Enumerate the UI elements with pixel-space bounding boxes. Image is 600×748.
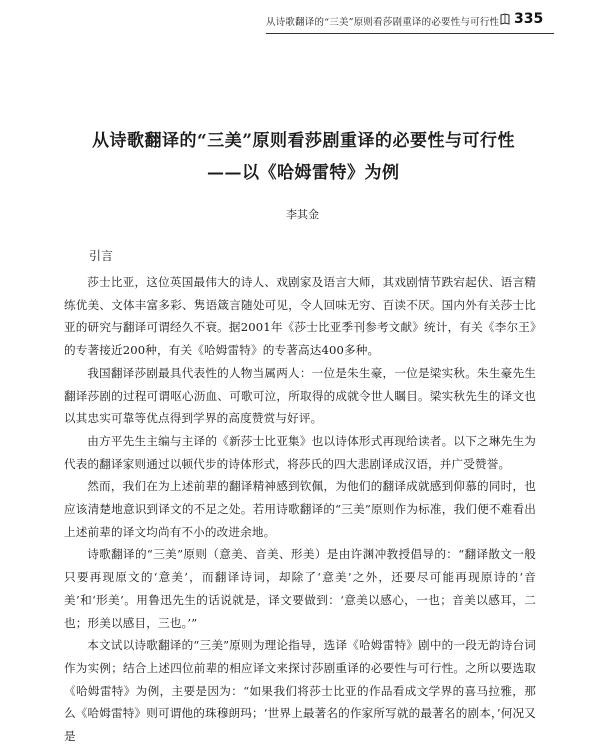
running-title: 从诗歌翻译的“三美”原则看莎剧重译的必要性与可行性 bbox=[266, 17, 500, 28]
paragraph: 然而，我们在为上述前辈的翻译精神感到钦佩，为他们的翻译成就感到仰慕的同时，也应该清楚地意识到译文的不足之处。若用诗歌翻译的“三美”原则作为标准，我们便不难看出上述前辈的译文均尚有不小的改进余地。 bbox=[64, 479, 536, 539]
title-subtitle: ——以《哈姆雷特》为例 bbox=[207, 163, 400, 183]
section-heading-introduction: 引言 bbox=[89, 249, 114, 263]
page-number: 335 bbox=[514, 11, 544, 27]
paragraph: 我国翻译莎剧最具代表性的人物当属两人：一位是朱生豪，一位是梁实秋。朱生豪先生翻译莎剧的过程可谓呕心沥血、可歌可泣，所取得的成就令世人瞩目。梁实秋先生的译文也以其忠实可靠等优点得到学界的高度赞赏与好评。 bbox=[64, 365, 536, 426]
paragraph: 莎士比亚，这位英国最伟大的诗人、戏剧家及语言大师，其戏剧情节跌宕起伏、语言精练优美、文体丰富多彩、隽语箴言随处可见，令人回味无穷、百读不厌。国内外有关莎士比亚的研究与翻译可谓经久不衰。据2001年《莎士比亚季刊参考文献》统计，有关《李尔王》的专著接近200种，有关《哈姆雷特》的专著高达400多种。 bbox=[64, 275, 536, 358]
paragraph: 本文试以诗歌翻译的“三美”原则为理论指导，选译《哈姆雷特》剧中的一段无韵诗台词作为实例；结合上述四位前辈的相应译文来探讨莎剧重译的必要性与可行性。之所以要选取《哈姆雷特》为例，主要是因为：“如果我们将莎士比亚的作品看成文学界的喜马拉雅，那么《哈姆雷特》则可谓他的珠穆朗玛；‘世界上最著名的作家所写就的最著名的剧本，’何况又是 bbox=[64, 638, 536, 744]
article-body bbox=[64, 271, 536, 748]
book-icon bbox=[500, 13, 510, 25]
paragraph: 诗歌翻译的“三美”原则（意美、音美、形美）是由许渊冲教授倡导的：“翻译散文一般只要再现原文的‘意美’，而翻译诗词，却除了‘意美’之外，还要尽可能再现原诗的‘音美’和‘形美’。用鲁迅先生的话说就是，译文要做到：‘意美以感心，一也；音美以感耳，二也；形美以感目，三也。’” bbox=[64, 547, 536, 630]
title-main: 从诗歌翻译的“三美”原则看莎剧重译的必要性与可行性 bbox=[92, 131, 516, 151]
running-header bbox=[0, 0, 600, 40]
author-name: 李其金 bbox=[286, 208, 319, 221]
header-divider bbox=[266, 33, 554, 34]
paragraph: 由方平先生主编与主译的《新莎士比亚集》也以诗体形式再现给读者。以下之琳先生为代表的翻译家则通过以顿代步的诗体形式，将莎氏的四大悲剧译成汉语，并广受赞誉。 bbox=[64, 433, 536, 471]
